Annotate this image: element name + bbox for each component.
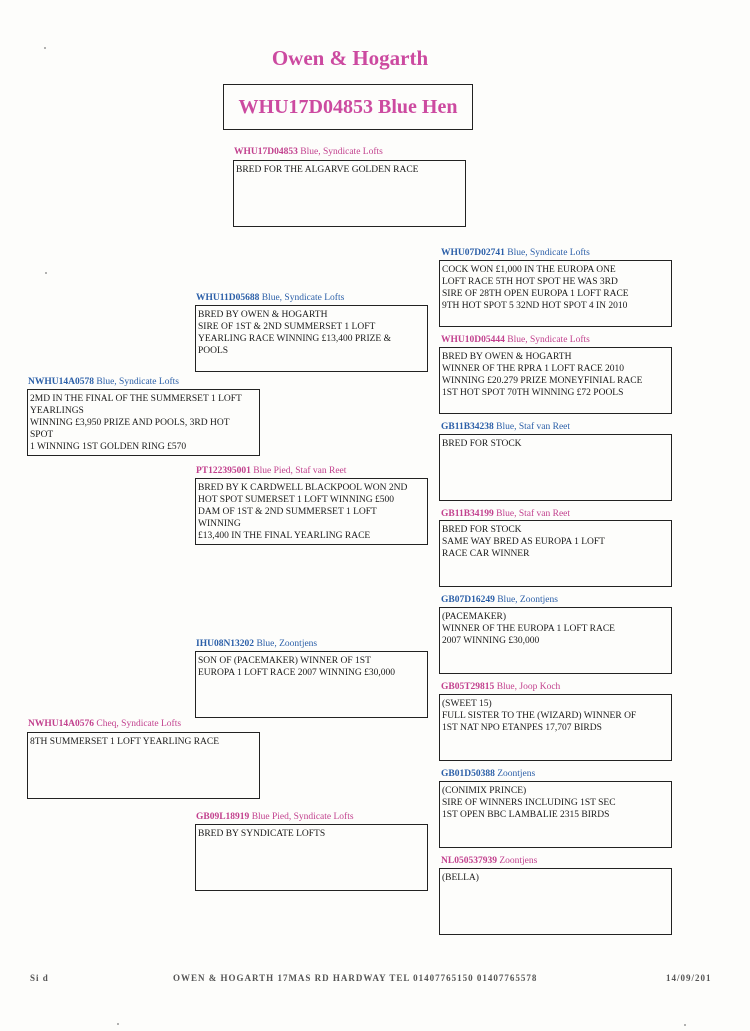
sd-sire-label bbox=[441, 421, 570, 433]
sd-dam-label bbox=[441, 508, 570, 520]
sire-ring: WHU11D05688 bbox=[196, 293, 260, 303]
dam-sire-ring: IHU08N13202 bbox=[196, 639, 255, 649]
sd-sire-notes-box: BRED FOR STOCK bbox=[439, 434, 672, 501]
dam-label bbox=[28, 718, 181, 730]
dd-sire-ring: GB01D50388 bbox=[441, 769, 495, 779]
main-bird-box bbox=[223, 84, 473, 130]
sire-label bbox=[196, 292, 344, 304]
dam-ring: NWHU14A0576 bbox=[28, 719, 94, 729]
ss-dam-label bbox=[441, 334, 590, 346]
subject-label bbox=[234, 146, 383, 158]
ds-dam-notes-box: (SWEET 15) FULL SISTER TO THE (WIZARD) WINNER OF 1ST NAT NPO ETANPES 17,707 BIRDS bbox=[439, 694, 672, 761]
sire-details: Blue, Syndicate Lofts bbox=[261, 293, 345, 303]
sire-sire-ring: NWHU14A0578 bbox=[28, 377, 94, 387]
ss-sire-ring: WHU07D02741 bbox=[441, 248, 505, 258]
sire-dam-label bbox=[196, 465, 346, 477]
sire-dam-notes-box: BRED BY K CARDWELL BLACKPOOL WON 2ND HOT SPOT SUMERSET 1 LOFT WINNING £500 DAM OF 1ST & 2ND SUMMERSET 1 LOFT WINNING £13,400 IN THE FINAL YEARLING RACE bbox=[195, 478, 428, 545]
scan-speck bbox=[45, 272, 47, 274]
dam-dam-label bbox=[196, 811, 354, 823]
ss-dam-details: Blue, Syndicate Lofts bbox=[507, 335, 590, 345]
subject-details: Blue, Syndicate Lofts bbox=[300, 147, 383, 157]
footer-left: Si d bbox=[30, 974, 49, 983]
sire-dam-ring: PT122395001 bbox=[196, 466, 251, 476]
footer bbox=[30, 974, 720, 984]
subject-notes-box: BRED FOR THE ALGARVE GOLDEN RACE bbox=[233, 160, 466, 227]
dd-dam-details: Zoontjens bbox=[499, 856, 538, 866]
ds-sire-ring: GB07D16249 bbox=[441, 595, 495, 605]
ds-sire-notes-box: (PACEMAKER) WINNER OF THE EUROPA 1 LOFT RACE 2007 WINNING £30,000 bbox=[439, 607, 672, 674]
dd-sire-notes-box: (CONIMIX PRINCE) SIRE OF WINNERS INCLUDING 1ST SEC 1ST OPEN BBC LAMBALIE 2315 BIRDS bbox=[439, 781, 672, 848]
dd-dam-label bbox=[441, 855, 537, 867]
dam-sire-notes-box: SON OF (PACEMAKER) WINNER OF 1ST EUROPA 1 LOFT RACE 2007 WINNING £30,000 bbox=[195, 651, 428, 718]
dd-sire-label bbox=[441, 768, 535, 780]
sire-sire-details: Blue, Syndicate Lofts bbox=[96, 377, 179, 387]
dam-sire-details: Blue, Zoontjens bbox=[256, 639, 318, 649]
ss-dam-notes-box: BRED BY OWEN & HOGARTH WINNER OF THE RPRA 1 LOFT RACE 2010 WINNING £20.279 PRIZE MONEYFINIAL RACE 1ST HOT SPOT 70TH WINNING £72 POOLS bbox=[439, 347, 672, 414]
dam-dam-notes-box: BRED BY SYNDICATE LOFTS bbox=[195, 824, 428, 891]
dam-notes-box: 8TH SUMMERSET 1 LOFT YEARLING RACE bbox=[27, 732, 260, 799]
sire-notes-box: BRED BY OWEN & HOGARTH SIRE OF 1ST & 2ND SUMMERSET 1 LOFT YEARLING RACE WINNING £13,400 PRIZE & POOLS bbox=[195, 305, 428, 372]
main-bird-title: WHU17D04853 Blue Hen bbox=[238, 95, 458, 118]
dam-sire-label bbox=[196, 638, 317, 650]
sd-dam-details: Blue, Staf van Reet bbox=[496, 509, 571, 519]
ss-dam-ring: WHU10D05444 bbox=[441, 335, 505, 345]
sd-sire-ring: GB11B34238 bbox=[441, 422, 494, 432]
sd-dam-ring: GB11B34199 bbox=[441, 509, 494, 519]
ds-dam-ring: GB05T29815 bbox=[441, 682, 495, 692]
ds-dam-details: Blue, Joop Koch bbox=[496, 682, 561, 692]
footer-center: OWEN & HOGARTH 17MAS RD HARDWAY TEL 01407765150 01407765578 bbox=[173, 974, 538, 983]
page-title: Owen & Hogarth bbox=[271, 46, 429, 70]
ds-sire-details: Blue, Zoontjens bbox=[497, 595, 558, 605]
dd-dam-ring: NL050537939 bbox=[441, 856, 497, 866]
ss-sire-details: Blue, Syndicate Lofts bbox=[507, 248, 590, 258]
sd-dam-notes-box: BRED FOR STOCK SAME WAY BRED AS EUROPA 1 LOFT RACE CAR WINNER bbox=[439, 520, 672, 587]
dd-sire-details: Zoontjens bbox=[497, 769, 536, 779]
ss-sire-notes-box: COCK WON £1,000 IN THE EUROPA ONE LOFT RACE 5TH HOT SPOT HE WAS 3RD SIRE OF 28TH OPEN EUROPA 1 LOFT RACE 9TH HOT SPOT 5 32ND HOT SPOT 4 IN 2010 bbox=[439, 260, 672, 327]
sire-sire-notes-box: 2MD IN THE FINAL OF THE SUMMERSET 1 LOFT YEARLINGS WINNING £3,950 PRIZE AND POOLS, 3RD HOT SPOT 1 WINNING 1ST GOLDEN RING £570 bbox=[27, 389, 260, 456]
dam-dam-ring: GB09L18919 bbox=[196, 812, 250, 822]
scan-speck bbox=[44, 47, 46, 49]
dam-details: Cheq, Syndicate Lofts bbox=[96, 719, 182, 729]
ds-sire-label bbox=[441, 594, 558, 606]
ds-dam-label bbox=[441, 681, 560, 693]
ss-sire-label bbox=[441, 247, 590, 259]
dam-dam-details: Blue Pied, Syndicate Lofts bbox=[251, 812, 354, 822]
scan-speck bbox=[684, 1024, 686, 1026]
sire-sire-label bbox=[28, 376, 179, 388]
scan-speck bbox=[117, 1023, 119, 1025]
sire-dam-details: Blue Pied, Staf van Reet bbox=[253, 466, 347, 476]
sd-sire-details: Blue, Staf van Reet bbox=[496, 422, 571, 432]
subject-ring: WHU17D04853 bbox=[234, 147, 298, 157]
dd-dam-notes-box: (BELLA) bbox=[439, 868, 672, 935]
footer-right: 14/09/201 bbox=[666, 974, 712, 983]
